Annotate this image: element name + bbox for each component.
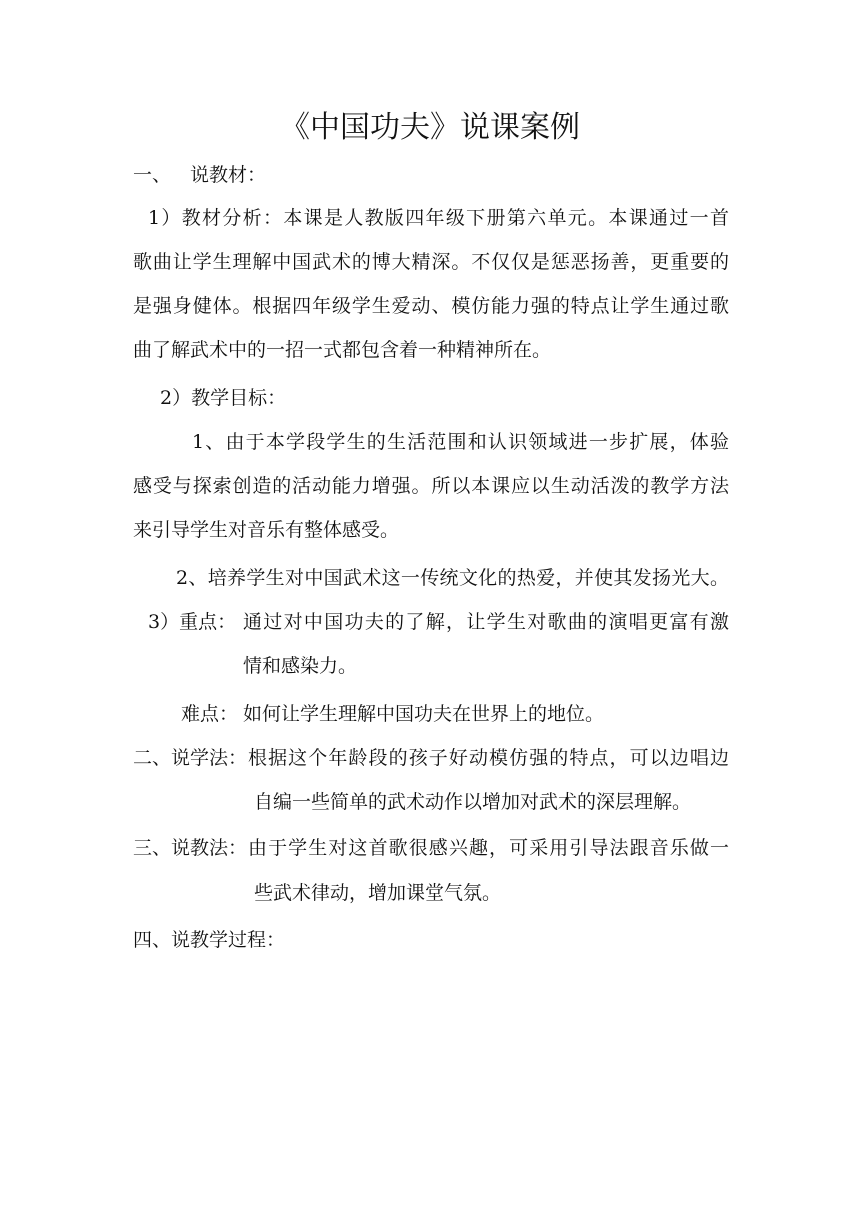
section1-number: 一、 (133, 164, 172, 186)
section3-line-2: 些武术律动，增加课堂气氛。 (254, 882, 502, 904)
section3-line-1: 由于学生对这首歌很感兴趣，可采用引导法跟音乐做一 (248, 837, 729, 859)
section4-label: 四、说教学过程： (133, 929, 286, 951)
section2-line-2: 自编一些简单的武术动作以增加对武术的深层理解。 (254, 791, 692, 813)
analysis-line-4: 曲了解武术中的一招一式都包含着一种精神所在。 (133, 339, 552, 361)
key-points-line-1: 通过对中国功夫的了解，让学生对歌曲的演唱更富有激 (243, 611, 729, 633)
section1-heading: 说教材： (190, 164, 267, 186)
key-points-line-2: 情和感染力。 (243, 655, 358, 677)
objective-1-line-2: 感受与探索创造的活动能力增强。所以本课应以生动活泼的教学方法 (133, 475, 729, 497)
difficulty-text: 如何让学生理解中国功夫在世界上的地位。 (243, 703, 605, 725)
page-title: 《中国功夫》说课案例 (280, 110, 580, 145)
section2-label: 二、说学法： (133, 747, 248, 769)
section2-line-1: 根据这个年龄段的孩子好动模仿强的特点，可以边唱边 (248, 747, 729, 769)
analysis-line-1: 1）教材分析：本课是人教版四年级下册第六单元。本课通过一首 (148, 207, 729, 229)
objective-2: 2、培养学生对中国武术这一传统文化的热爱，并使其发扬光大。 (176, 567, 729, 589)
analysis-line-2: 歌曲让学生理解中国武术的博大精深。不仅仅是惩恶扬善，更重要的 (133, 251, 729, 273)
key-points-label: 3）重点： (148, 611, 237, 633)
analysis-line-3: 是强身健体。根据四年级学生爱动、模仿能力强的特点让学生通过歌 (133, 295, 729, 317)
objectives-heading: 2）教学目标： (160, 387, 287, 409)
objective-1-line-3: 来引导学生对音乐有整体感受。 (133, 519, 400, 541)
objective-1-line-1: 1、由于本学段学生的生活范围和认识领域进一步扩展，体验 (192, 431, 729, 453)
section3-label: 三、说教法： (133, 837, 248, 859)
difficulty-label: 难点： (181, 703, 239, 725)
